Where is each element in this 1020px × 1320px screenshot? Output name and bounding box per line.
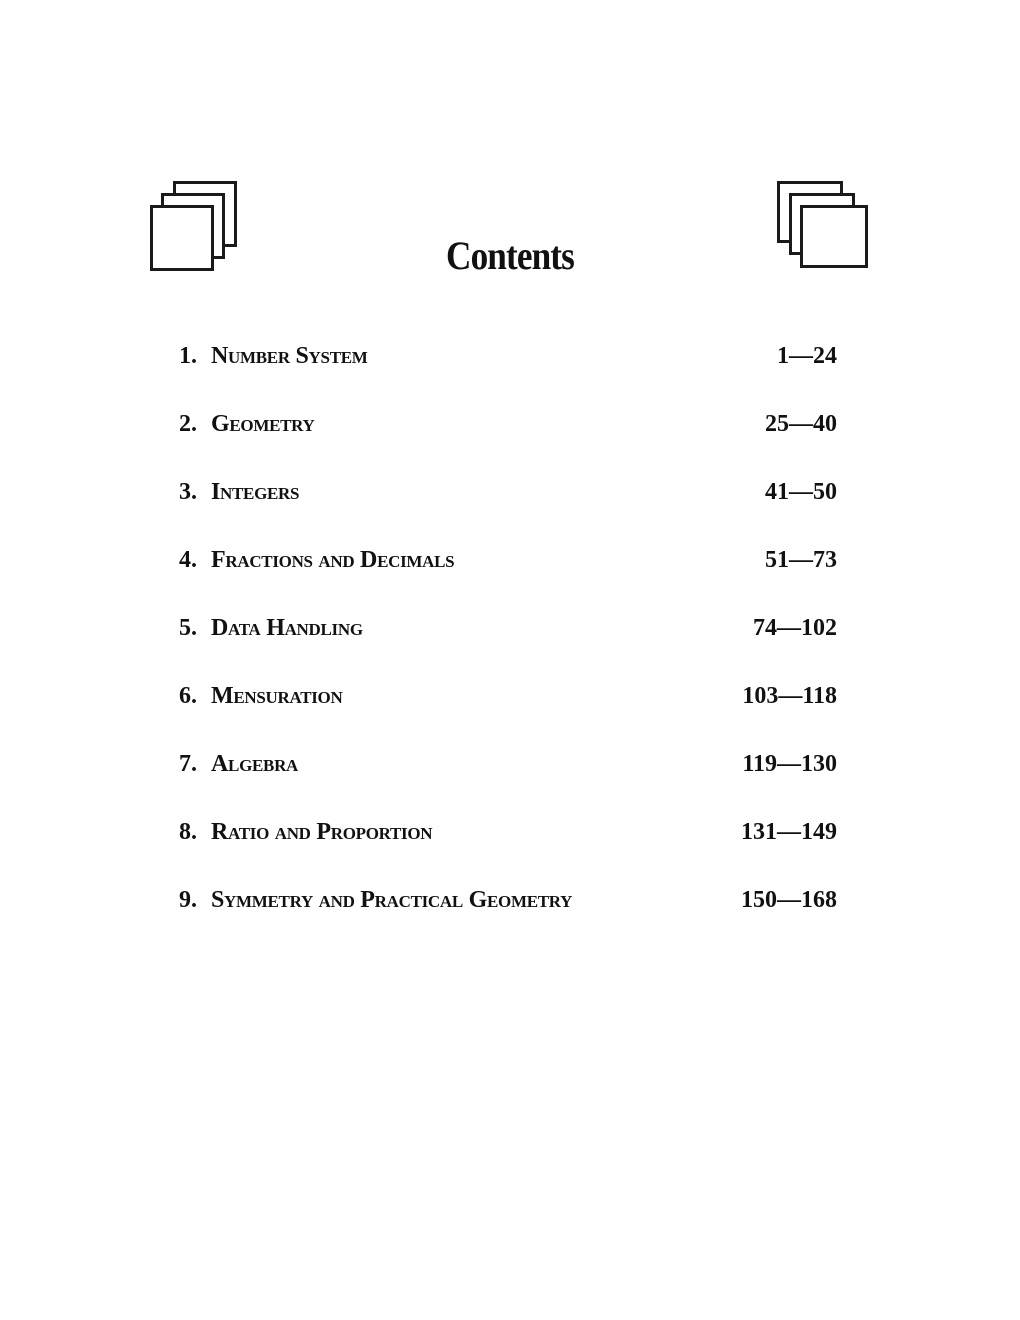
chapter-title: Number System xyxy=(211,343,368,369)
page-range: 41—50 xyxy=(765,479,837,505)
chapter-number: 3. xyxy=(179,479,197,505)
chapter-title: Symmetry and Practical Geometry xyxy=(211,887,573,913)
chapter-title: Integers xyxy=(211,479,300,505)
page-range: 25—40 xyxy=(765,411,837,437)
chapter-title: Ratio and Proportion xyxy=(211,819,433,845)
chapter-number: 1. xyxy=(179,343,197,369)
chapter-number: 7. xyxy=(179,751,197,777)
chapter-number: 8. xyxy=(179,819,197,845)
chapter-number: 4. xyxy=(179,547,197,573)
chapter-title: Data Handling xyxy=(211,615,363,641)
toc-entry[interactable] xyxy=(179,887,837,955)
chapter-title: Mensuration xyxy=(211,683,343,709)
chapter-number: 9. xyxy=(179,887,197,913)
page-range: 1—24 xyxy=(777,343,837,369)
page-range: 119—130 xyxy=(742,751,837,777)
toc-entry[interactable] xyxy=(179,683,837,751)
chapter-number: 6. xyxy=(179,683,197,709)
chapter-number: 5. xyxy=(179,615,197,641)
toc-entry[interactable] xyxy=(179,343,837,411)
chapter-title: Geometry xyxy=(211,411,315,437)
page-range: 150—168 xyxy=(741,887,837,913)
toc-entry[interactable] xyxy=(179,411,837,479)
page-range: 51—73 xyxy=(765,547,837,573)
chapter-title: Fractions and Decimals xyxy=(211,547,455,573)
chapter-title: Algebra xyxy=(211,751,299,777)
toc-entry[interactable] xyxy=(179,479,837,547)
toc-entry[interactable] xyxy=(179,819,837,887)
page-title: Contents xyxy=(446,233,574,278)
chapter-number: 2. xyxy=(179,411,197,437)
page-range: 131—149 xyxy=(741,819,837,845)
toc-entry[interactable] xyxy=(179,547,837,615)
page-range: 74—102 xyxy=(753,615,837,641)
toc-entry[interactable] xyxy=(179,615,837,683)
page-range: 103—118 xyxy=(742,683,837,709)
table-of-contents xyxy=(179,343,837,955)
toc-entry[interactable] xyxy=(179,751,837,819)
